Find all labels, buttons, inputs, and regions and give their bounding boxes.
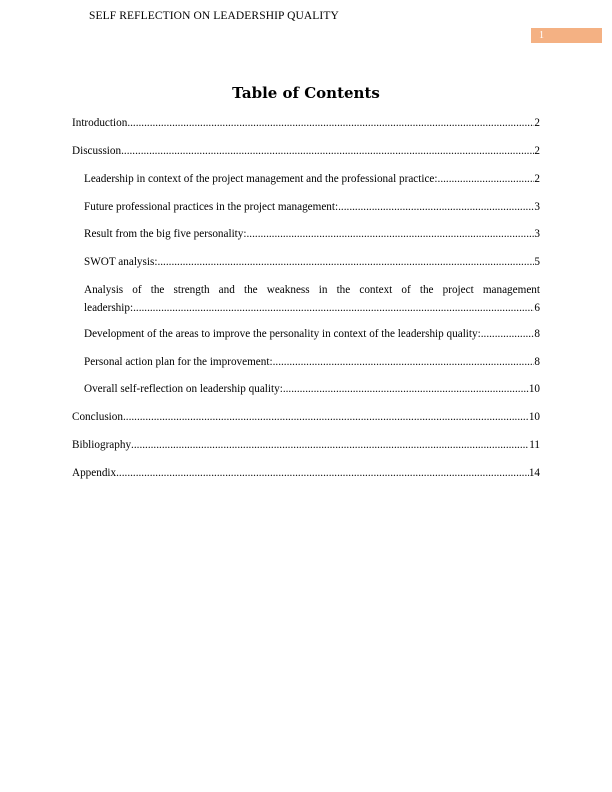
dot-leader bbox=[481, 326, 535, 342]
page-number-badge: 1 bbox=[531, 28, 602, 43]
toc-entry-page: 8 bbox=[534, 328, 540, 340]
toc-entry-leadership-context[interactable] bbox=[84, 171, 540, 187]
toc-entry-page: 10 bbox=[528, 411, 540, 423]
dot-leader bbox=[273, 354, 535, 370]
toc-entry-page: 3 bbox=[534, 201, 540, 213]
toc-entry-page: 3 bbox=[534, 228, 540, 240]
toc-entry-page: 14 bbox=[528, 467, 540, 479]
dot-leader bbox=[123, 409, 529, 425]
toc-entry-future-practices[interactable] bbox=[84, 199, 540, 215]
toc-entry-label-line2: leadership: bbox=[84, 302, 134, 314]
toc-entry-label: Future professional practices in the project management: bbox=[84, 201, 339, 213]
toc-entry-label: Introduction bbox=[72, 117, 128, 129]
dot-leader bbox=[131, 437, 529, 453]
toc-entry-label: Result from the big five personality: bbox=[84, 228, 247, 240]
toc-entry-label: Bibliography bbox=[72, 439, 132, 451]
dot-leader bbox=[121, 143, 534, 159]
dot-leader bbox=[127, 115, 534, 131]
toc-entry-swot[interactable] bbox=[84, 254, 540, 270]
toc-entry-page: 8 bbox=[534, 356, 540, 368]
toc-entry-overall-reflection[interactable] bbox=[84, 381, 540, 397]
toc-entry-page: 10 bbox=[528, 383, 540, 395]
toc-entry-label: Appendix bbox=[72, 467, 117, 479]
toc-entry-page: 6 bbox=[534, 302, 540, 314]
toc-entry-page: 5 bbox=[534, 256, 540, 268]
toc-entry-page: 2 bbox=[534, 117, 540, 129]
toc-entry-appendix[interactable] bbox=[72, 465, 540, 481]
toc-entry-label: Discussion bbox=[72, 145, 122, 157]
toc-entry-discussion[interactable] bbox=[72, 143, 540, 159]
toc-entry-action-plan[interactable] bbox=[84, 354, 540, 370]
toc-entry-page: 2 bbox=[534, 145, 540, 157]
dot-leader bbox=[116, 465, 529, 481]
toc-entry-label: Leadership in context of the project management and the professional practice: bbox=[84, 173, 438, 185]
toc-entry-strength-weakness[interactable] bbox=[84, 282, 540, 316]
toc-entry-bibliography[interactable] bbox=[72, 437, 540, 453]
toc-entry-label: Overall self-reflection on leadership quality: bbox=[84, 383, 283, 395]
toc-entry-label: Personal action plan for the improvement: bbox=[84, 356, 273, 368]
toc-entry-conclusion[interactable] bbox=[72, 409, 540, 425]
dot-leader bbox=[157, 254, 534, 270]
dot-leader bbox=[283, 381, 529, 397]
toc-entry-development-areas[interactable] bbox=[84, 326, 540, 342]
running-header: SELF REFLECTION ON LEADERSHIP QUALITY bbox=[89, 10, 339, 22]
toc-entry-page: 2 bbox=[534, 173, 540, 185]
toc-entry-label: SWOT analysis: bbox=[84, 256, 158, 268]
dot-leader bbox=[133, 300, 534, 316]
toc-entry-label: Development of the areas to improve the personality in context of the leadership quality: bbox=[84, 328, 481, 340]
toc-entry-label: Conclusion bbox=[72, 411, 123, 423]
dot-leader bbox=[338, 199, 534, 215]
dot-leader bbox=[438, 171, 535, 187]
dot-leader bbox=[247, 226, 535, 242]
toc-entry-page: 11 bbox=[529, 439, 540, 451]
toc-entry-label-line1: Analysis of the strength and the weakness in the context of the project management bbox=[84, 284, 540, 296]
toc-entry-introduction[interactable] bbox=[72, 115, 540, 131]
toc-title: Table of Contents bbox=[232, 84, 380, 102]
toc-entry-big-five[interactable] bbox=[84, 226, 540, 242]
